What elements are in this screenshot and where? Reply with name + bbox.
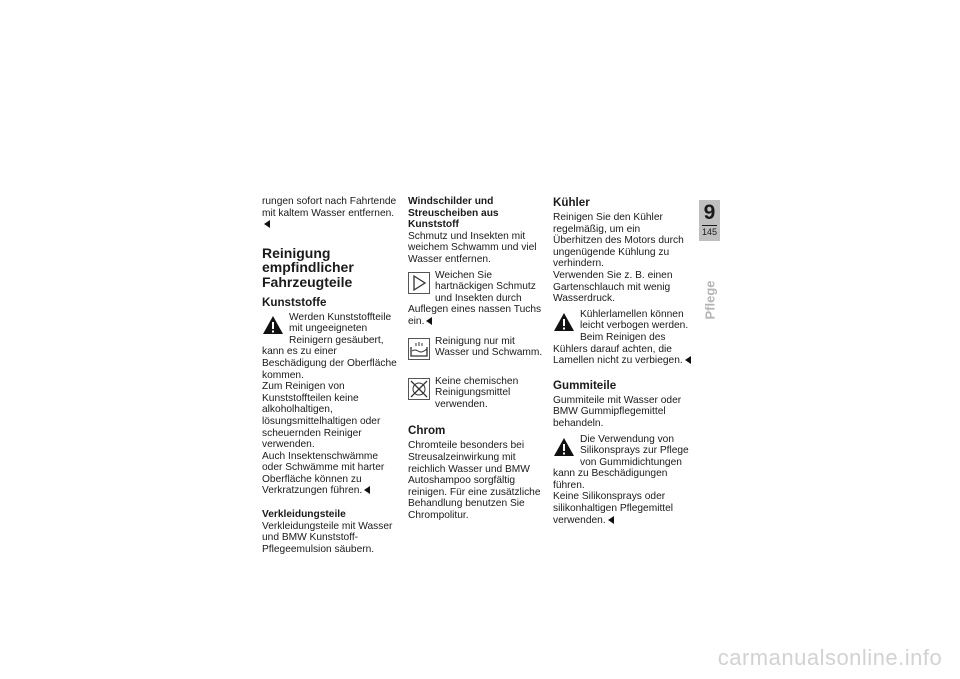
warning-note-kunststoffe: Werden Kunststoffteile mit ungeeigneten Reinigern gesäubert, kann es zu einer Beschädigung der Oberfläche kommen. xyxy=(262,311,397,381)
chapter-number: 9 xyxy=(703,201,716,224)
kunststoffe-text: Zum Reinigen von Kunststoffteilen keine alkoholhaltigen, lösungsmittelhaltigen oder scheuernden Reiniger verwenden. xyxy=(262,381,381,451)
hint-note-windschild: Weichen Sie hartnäckigen Schmutz und Insekten durch Auflegen eines nassen Tuchs ein. xyxy=(408,269,542,327)
water-basin-icon xyxy=(408,338,430,360)
water-note: Reinigung nur mit Wasser und Schwamm. xyxy=(408,336,546,359)
warning-note-gummi: Die Verwendung von Silikonsprays zur Pflege von Gummidichtungen kann zu Beschädigungen führen. xyxy=(553,433,689,491)
crossed-box-icon xyxy=(408,378,430,400)
chrom-text: Chromteile besonders bei Streusalzeinwirkung mit reichlich Wasser und BMW Autoshampoo sorgfältig reinigen. Für eine zusätzliche Behandlung benutzen Sie Chrompolitur. xyxy=(408,440,541,521)
warning-note-kuehler: Kühlerlamellen können leicht verbogen werden. xyxy=(553,309,691,332)
windschild-text: Schmutz und Insekten mit weichem Schwamm und viel Wasser entfernen. xyxy=(408,230,537,265)
watermark: carmanualsonline.info xyxy=(717,645,943,670)
heading-chrom: Chrom xyxy=(408,424,446,438)
chapter-tab xyxy=(699,200,720,241)
tab-divider xyxy=(702,225,717,226)
heading-kunststoffe: Kunststoffe xyxy=(262,295,327,309)
end-marker-icon xyxy=(608,516,614,524)
play-hint-icon xyxy=(408,272,430,294)
warning-triangle-icon xyxy=(553,436,575,458)
no-chemicals-note: Keine chemischen Reinigungsmittel verwenden. xyxy=(408,376,546,411)
kuehler-text-2: Verwenden Sie z. B. einen Gartenschlauch mit wenig Wasserdruck. xyxy=(553,269,673,305)
column-3 xyxy=(553,196,691,526)
verkleidung-text: Verkleidungsteile mit Wasser und BMW Kunststoff-Pflegeemulsion säubern. xyxy=(262,520,393,555)
gummi-text: Gummiteile mit Wasser oder BMW Gummipflegemittel behandeln. xyxy=(553,394,682,429)
end-marker-icon xyxy=(264,220,270,228)
heading-windschilder: Windschilder und Streuscheiben aus Kunststoff xyxy=(408,196,499,231)
kuehler-text: Reinigen Sie den Kühler regelmäßig, um ein Überhitzen des Motors durch ungenügende Kühlung zu verhindern. xyxy=(553,212,684,270)
warning-triangle-icon xyxy=(553,311,575,333)
heading-kuehler: Kühler xyxy=(553,196,590,209)
intro-text: rungen sofort nach Fahrtende mit kaltem Wasser entfernen. xyxy=(262,196,400,231)
end-marker-icon xyxy=(426,317,432,325)
gummi-text-2: Keine Silikonsprays oder silikonhaltigen Pflegemittel verwenden. xyxy=(553,491,674,526)
page-number: 145 xyxy=(701,227,718,237)
section-title: Reinigung empfindlicher Fahrzeugteile xyxy=(262,244,354,290)
kunststoffe-text-2: Auch Insektenschwämme oder Schwämme mit harter Oberfläche können zu Verkratzungen führen. xyxy=(262,450,385,497)
section-label: Pflege xyxy=(702,280,718,320)
kuehler-text-3: Beim Reinigen des Kühlers darauf achten, die Lamellen nicht zu verbiegen. xyxy=(553,332,691,367)
column-2 xyxy=(408,196,546,521)
heading-gummiteile: Gummiteile xyxy=(553,378,617,392)
end-marker-icon xyxy=(364,486,370,494)
heading-verkleidungsteile: Verkleidungsteile xyxy=(262,509,346,521)
warning-triangle-icon xyxy=(262,314,284,336)
column-1 xyxy=(262,196,400,555)
end-marker-icon xyxy=(685,356,691,364)
